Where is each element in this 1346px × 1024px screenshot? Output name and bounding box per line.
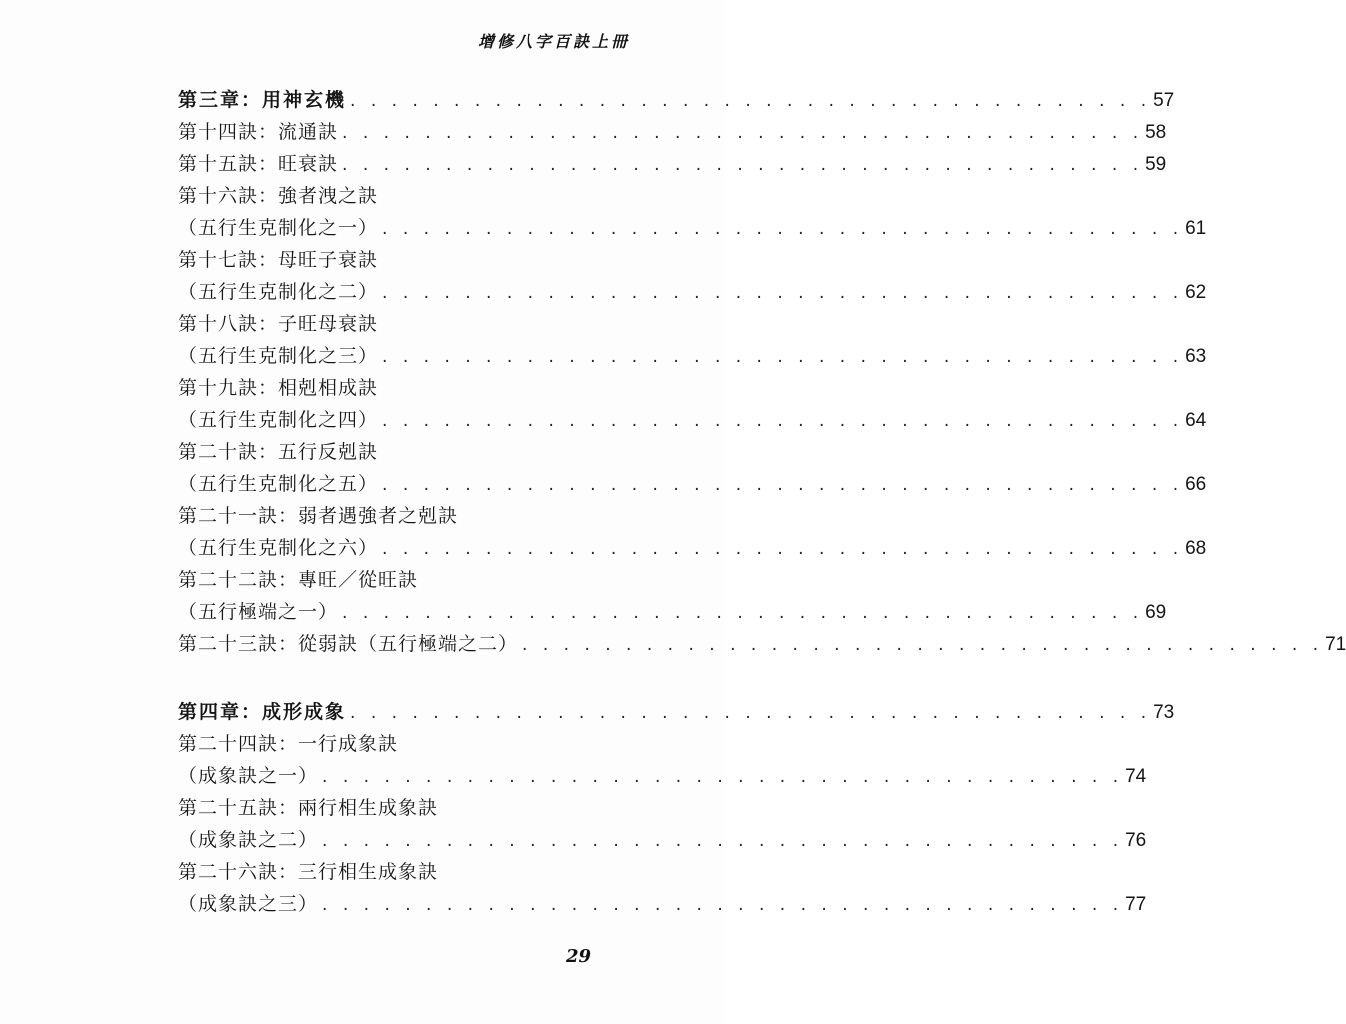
toc-entry-label: 第二十六訣：三行相生成象訣 [178,861,439,883]
toc-page-number: 61 [1185,218,1207,239]
dot-leader: . . . . . . . . . . . . . . . . . . . . . . . . . . . . . . . . . . . . . . . [382,539,1184,559]
toc-entry [178,468,1207,500]
toc-page-number: 58 [1145,122,1167,143]
page-number: 29 [566,946,592,967]
toc-page-number: 71 [1325,634,1346,655]
toc-entry-label: （五行生克制化之五） [178,473,379,495]
toc-entry [178,500,586,532]
dot-leader: . . . . . . . . . . . . . . . . . . . . . . . . . . . . . . . . . . . . . . . [522,635,1324,655]
table-of-contents [178,84,1346,920]
toc-chapter-heading [178,84,1175,116]
toc-entry [178,728,586,760]
toc-page-number: 69 [1145,602,1167,623]
toc-entry-label: 第十八訣：子旺母衰訣 [178,313,379,335]
toc-entry [178,148,1167,180]
dot-leader: . . . . . . . . . . . . . . . . . . . . . . . . . . . . . . . . . . . . . . . [342,603,1144,623]
toc-entry [178,436,586,468]
dot-leader: . . . . . . . . . . . . . . . . . . . . . . . . . . . . . . . . . . . . . . . [382,219,1184,239]
toc-entry-label: （成象訣之一） [178,765,319,787]
dot-leader: . . . . . . . . . . . . . . . . . . . . . . . . . . . . . . . . . . . . . . . [342,123,1144,143]
toc-entry-label: 第十四訣：流通訣 [178,121,339,143]
toc-entry [178,596,1167,628]
toc-page-number: 62 [1185,282,1207,303]
toc-entry-label: （成象訣之二） [178,829,319,851]
toc-entry [178,308,586,340]
dot-leader: . . . . . . . . . . . . . . . . . . . . . . . . . . . . . . . . . . . . . . . [350,91,1152,111]
dot-leader: . . . . . . . . . . . . . . . . . . . . . . . . . . . . . . . . . . . . . . . [382,347,1184,367]
dot-leader: . . . . . . . . . . . . . . . . . . . . . . . . . . . . . . . . . . . . . . . [382,283,1184,303]
toc-entry [178,244,586,276]
dot-leader: . . . . . . . . . . . . . . . . . . . . . . . . . . . . . . . . . . . . . . . [342,155,1144,175]
toc-page-number: 73 [1153,702,1175,723]
toc-entry-label: （成象訣之三） [178,893,319,915]
toc-entry [178,372,586,404]
toc-entry-label: 第二十一訣：弱者遇強者之剋訣 [178,505,459,527]
toc-page-number: 63 [1185,346,1207,367]
toc-entry [178,888,1147,920]
section-gap [178,660,586,696]
toc-entry [178,212,1207,244]
dot-leader: . . . . . . . . . . . . . . . . . . . . . . . . . . . . . . . . . . . . . . . [322,895,1124,915]
toc-entry-label: （五行生克制化之二） [178,281,379,303]
toc-entry-label: 第二十訣：五行反剋訣 [178,441,379,463]
toc-entry-label: 第二十二訣：專旺／從旺訣 [178,569,419,591]
toc-entry [178,792,586,824]
toc-entry-label: 第二十五訣：兩行相生成象訣 [178,797,439,819]
toc-entry [178,180,586,212]
toc-entry [178,340,1207,372]
toc-entry-label: 第十六訣：強者洩之訣 [178,185,379,207]
toc-page-number: 76 [1125,830,1147,851]
toc-entry-label: 第三章：用神玄機 [178,89,347,111]
toc-page-number: 59 [1145,154,1167,175]
toc-page-number: 64 [1185,410,1207,431]
toc-page-number: 74 [1125,766,1147,787]
dot-leader: . . . . . . . . . . . . . . . . . . . . . . . . . . . . . . . . . . . . . . . [382,411,1184,431]
toc-page-number: 57 [1153,90,1175,111]
toc-entry-label: （五行生克制化之四） [178,409,379,431]
toc-page-number: 66 [1185,474,1207,495]
toc-entry [178,116,1167,148]
toc-entry [178,856,586,888]
toc-entry [178,824,1147,856]
toc-entry-label: 第十五訣：旺衰訣 [178,153,339,175]
toc-entry-label: 第四章：成形成象 [178,701,347,723]
toc-chapter-heading [178,696,1175,728]
toc-entry-label: （五行生克制化之六） [178,537,379,559]
toc-entry-label: （五行生克制化之三） [178,345,379,367]
dot-leader: . . . . . . . . . . . . . . . . . . . . . . . . . . . . . . . . . . . . . . . [350,703,1152,723]
toc-entry [178,564,586,596]
toc-entry-label: 第十七訣：母旺子衰訣 [178,249,379,271]
toc-entry-label: （五行生克制化之一） [178,217,379,239]
dot-leader: . . . . . . . . . . . . . . . . . . . . . . . . . . . . . . . . . . . . . . . [382,475,1184,495]
toc-entry-label: 第二十三訣：從弱訣（五行極端之二） [178,633,519,655]
toc-entry-label: 第二十四訣：一行成象訣 [178,733,399,755]
toc-entry [178,760,1147,792]
toc-entry-label: 第十九訣：相剋相成訣 [178,377,379,399]
dot-leader: . . . . . . . . . . . . . . . . . . . . . . . . . . . . . . . . . . . . . . . [322,767,1124,787]
toc-page-number: 77 [1125,894,1147,915]
toc-entry-label: （五行極端之一） [178,601,339,623]
running-header: 增修八字百訣上冊 [477,32,630,51]
dot-leader: . . . . . . . . . . . . . . . . . . . . . . . . . . . . . . . . . . . . . . . [322,831,1124,851]
toc-entry [178,404,1207,436]
toc-entry [178,276,1207,308]
toc-page-number: 68 [1185,538,1207,559]
toc-entry [178,532,1207,564]
toc-entry [178,628,1346,660]
